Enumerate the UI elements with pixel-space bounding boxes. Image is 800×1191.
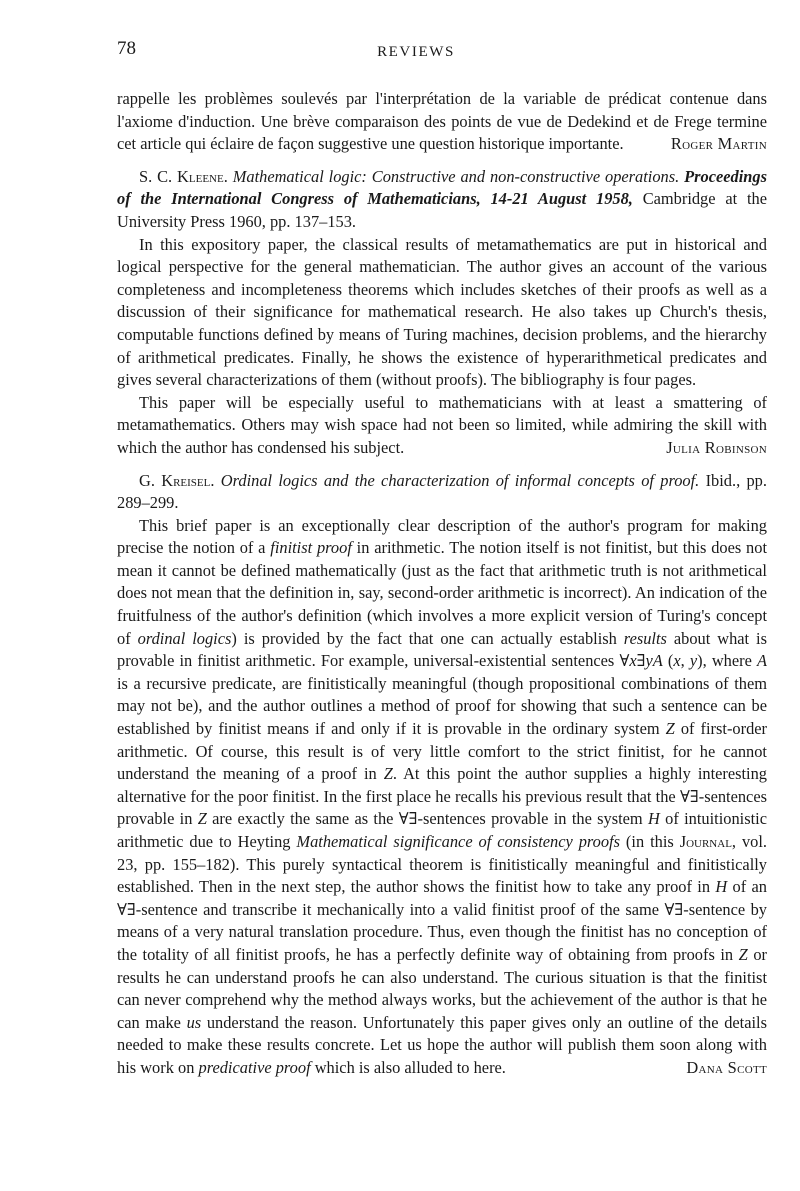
emphasis: predicative proof: [198, 1057, 311, 1077]
math-variable: x: [673, 651, 681, 671]
review-paragraph: In this expository paper, the classical results of metamathematics are put in historical and logical perspective for the general mathematician. The author gives an account of the various completeness and incompleteness theorems which includes sketches of their proofs as well as a discussion of their significance for mathematical research. He also takes up Church's thesis, computable functions defined by means of Turing machines, decision problems, and the hierarchy of arithmetical predicates. Finally, he shows the existence of hyperarithmetical predicates and gives several characterizations of them (without proofs). The bibliography is four pages.: [117, 234, 767, 390]
review-title: Mathematical logic: Constructive and non-constructive operations.: [232, 166, 680, 186]
review-author: G. Kreisel.: [139, 470, 215, 490]
journal-name: Journal: [679, 832, 732, 851]
review-publisher: Cambridge at the University Press 1960, pp. 137–153.: [117, 189, 767, 231]
reviews-column: [117, 88, 767, 1080]
body-text: . At this point the author supplies a highly interesting alternative for the poor finitist. In the first place he recalls his previous result that the ∀∃-sentences provable in: [117, 764, 768, 829]
review-citation-kreisel: [117, 470, 767, 515]
emphasis: ordinal logics: [137, 628, 232, 648]
body-text: is a recursive predicate, are finitistically meaningful (though propositional combinations of them may not be), and the author outlines a method of proof for showing that such a sentence can be established by finitist means if and only if it is provable in the ordinary system: [117, 673, 767, 739]
reviewer-signature: Roger Martin: [670, 134, 767, 154]
body-text: (in this: [620, 832, 680, 851]
review-paragraph: [117, 392, 767, 460]
review-journal: Proceedings of the International Congress of Mathematicians, 14-21 August 1958,: [117, 166, 767, 209]
math-variable: A: [756, 651, 767, 671]
emphasis: us: [186, 1012, 202, 1032]
body-text: ), where: [697, 651, 757, 671]
body-text: , vol. 23, pp. 155–182). This purely syntactical theorem is finitistically meaningful and finitistically established. Then in the next step, the author shows the finitist how to take any proof in: [117, 832, 767, 897]
math-variable: Z: [383, 764, 393, 784]
review-publisher: Ibid., pp. 289–299.: [117, 470, 767, 513]
math-variable: H: [715, 877, 728, 897]
math-variable: Z: [197, 809, 207, 829]
review-body: [117, 515, 767, 1080]
body-text: (: [662, 651, 674, 671]
review-paragraph-text: This paper will be especially useful to mathematicians with at least a smattering of metamathematics. Others may wish space had not been so limited, while admiring the skill with which the author has condensed his subject.: [117, 392, 767, 457]
body-text: of an ∀∃-sentence and transcribe it mechanically into a valid finitist proof of the same ∀∃-sentence by means of a very natural translation procedure. Thus, even though the finitist has no conception of the totality of all finitist proofs, he has a perfectly definite way of obtaining from proofs in: [117, 877, 767, 964]
emphasis: finitist proof: [270, 538, 352, 558]
page-number: 78: [117, 38, 136, 59]
body-text: of first-order arithmetic. Of course, this result is of very little comfort to the strict finitist, for he cannot understand the meaning of a proof in: [117, 719, 767, 784]
math-variable: Z: [738, 944, 748, 964]
body-text: ,: [680, 651, 690, 671]
review-author: S. C. Kleene.: [139, 166, 228, 186]
review-continuation: [117, 88, 767, 156]
math-formula: ∀x∃yA: [619, 651, 663, 671]
body-text: This brief paper is an exceptionally clear description of the author's program for making precise the notion of a: [117, 515, 767, 558]
review-title: Ordinal logics and the characterization of informal concepts of proof.: [220, 470, 700, 490]
cited-title: Mathematical significance of consistency proofs: [296, 832, 620, 851]
math-variable: y: [689, 651, 698, 671]
page-header: [117, 38, 715, 68]
math-variable: H: [648, 809, 660, 829]
body-text: are exactly the same as the ∀∃-sentences provable in the system: [206, 809, 648, 829]
body-text: or results he can understand proofs he can also understand. The curious situation is that the finitist can never comprehend why the method always works, but the achievement of the author is that he can make: [117, 944, 767, 1032]
math-variable: Z: [665, 719, 675, 739]
body-text: in arithmetic. The notion itself is not finitist, but this does not mean it cannot be defined mathematically (just as the fact that arithmetic truth is not arithmetical does not mean that the definition in, say, second-order arithmetic is incorrect). An indication of the fruitfulness of the author's definition (which involves a more explicit version of Turing's concept of: [117, 538, 768, 648]
body-text: of intuitionistic arithmetic due to Heyting: [117, 809, 767, 851]
review-continuation-text: rappelle les problèmes soulevés par l'interprétation de la variable de prédicat contenue dans l'axiome d'induction. Une brève comparaison des points de vue de Dedekind et de Frege termine cet article qui éclaire de façon suggestive une question historique importante.: [117, 89, 767, 154]
reviewer-signature: Julia Robinson: [666, 437, 767, 457]
review-citation-kleene: [117, 166, 767, 234]
body-text: understand the reason. Unfortunately this paper gives only an outline of the details needed to make these results concrete. Let us hope the author will publish them soon along with his work on: [117, 1012, 767, 1077]
emphasis: results: [623, 628, 667, 648]
body-text: which is also alluded to here.: [310, 1057, 506, 1077]
reviewer-signature: Dana Scott: [686, 1057, 767, 1077]
running-head: REVIEWS: [377, 44, 455, 60]
body-text: ) is provided by the fact that one can actually establish: [231, 628, 624, 648]
body-text: about what is provable in finitist arithmetic. For example, universal-existential sentences: [117, 628, 767, 671]
